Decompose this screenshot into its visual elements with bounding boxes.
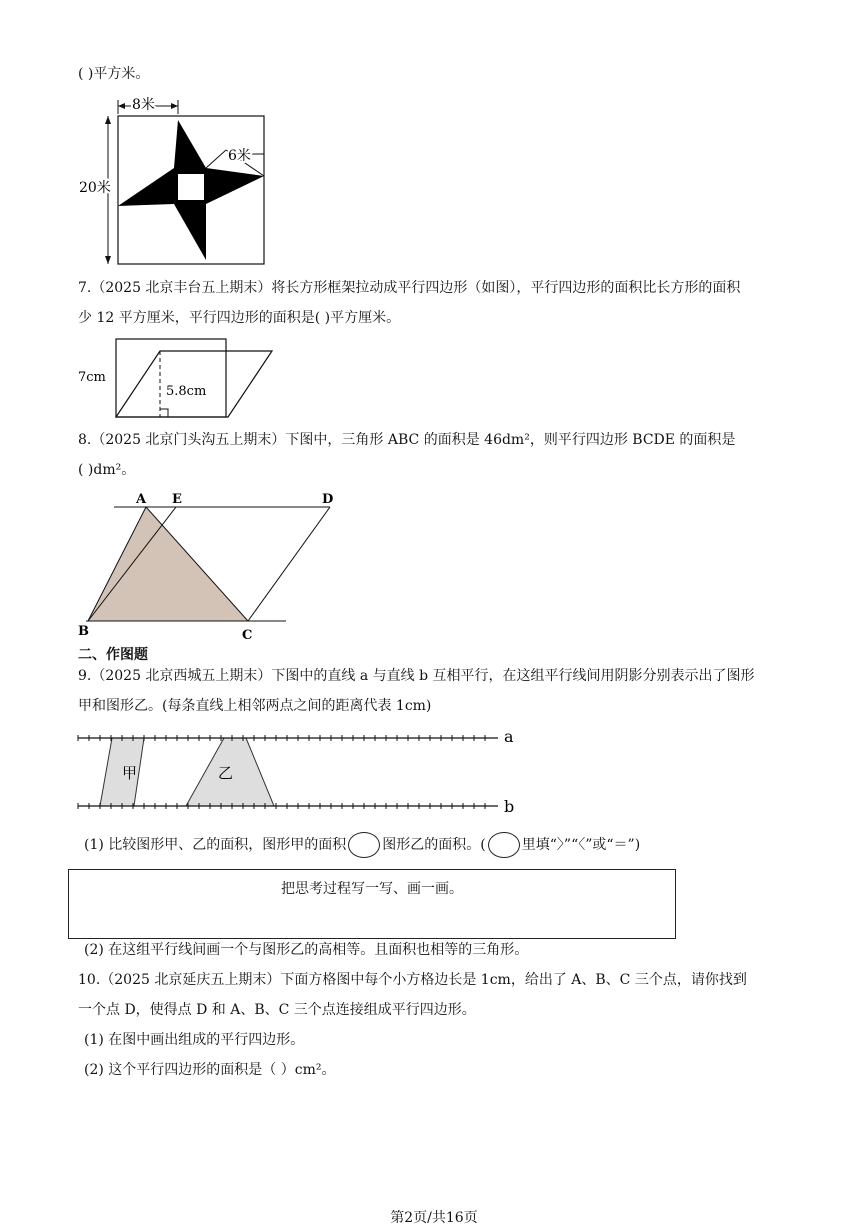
q6-answer-line: ( )平方米。 (78, 66, 150, 82)
q9-sub1-text-c: 里填“〉”“〈”或“＝”) (521, 837, 641, 853)
q9-text-line2: 甲和图形乙。(每条直线上相邻两点之间的距离代表 1cm) (78, 698, 432, 714)
q9-shape-jia-label: 甲 (122, 764, 138, 782)
q9-sub1 (84, 832, 640, 858)
q9-work-box[interactable] (68, 869, 676, 939)
q6-left-dim-label: 20米 (79, 180, 111, 196)
q8-label-d: D (322, 492, 334, 507)
q6-top-dim-label: 8米 (132, 97, 155, 113)
q7-height-label: 7cm (78, 370, 106, 385)
q7-text-line2: 少 12 平方厘米，平行四边形的面积是( )平方厘米。 (78, 310, 401, 326)
q7-parallelogram-figure (70, 335, 290, 425)
q8-text-line1: 8.（2025 北京门头沟五上期末）下图中，三角形 ABC 的面积是 46dm²，则平行四边形 BCDE 的面积是 (78, 432, 736, 448)
q10-text-line2: 一个点 D，使得点 D 和 A、B、C 三个点连接组成平行四边形。 (78, 1002, 476, 1018)
q9-shape-yi-label: 乙 (218, 764, 234, 782)
q10-sub1: (1) 在图中画出组成的平行四边形。 (84, 1032, 305, 1048)
q9-parallel-lines-figure (70, 724, 520, 814)
q9-text-line1: 9.（2025 北京西城五上期末）下图中的直线 a 与直线 b 互相平行，在这组平行线间用阴影分别表示出了图形 (78, 668, 755, 684)
page-footer: 第2页/共16页 (390, 1210, 478, 1226)
q8-label-b: B (78, 624, 89, 639)
section-heading: 二、作图题 (78, 647, 148, 663)
q8-triangle-figure (70, 485, 360, 645)
q8-text-line2: ( )dm²。 (78, 462, 136, 478)
q9-line-a-label: a (504, 727, 514, 746)
q8-label-a: A (136, 492, 147, 507)
q10-text-line1: 10.（2025 北京延庆五上期末）下面方格图中每个小方格边长是 1cm，给出了 A、B、C 三个点，请你找到 (78, 972, 747, 988)
q9-compare-circle[interactable] (348, 832, 380, 858)
q6-star-figure (70, 92, 280, 272)
q10-sub2: (2) 这个平行四边形的面积是（ ）cm²。 (84, 1062, 336, 1078)
q9-line-b-label: b (504, 797, 515, 816)
q9-sub1-text-b: 图形乙的面积。( (382, 837, 486, 853)
q9-work-box-prompt: 把思考过程写一写、画一画。 (281, 881, 463, 897)
q6-right-dim-label: 6米 (228, 148, 251, 164)
q8-label-c: C (242, 628, 253, 643)
q7-inner-label: 5.8cm (166, 384, 207, 399)
q7-text-line1: 7.（2025 北京丰台五上期末）将长方形框架拉动成平行四边形（如图），平行四边形的面积比长方形的面积 (78, 280, 741, 296)
q8-label-e: E (172, 492, 182, 507)
q9-sub2: (2) 在这组平行线间画一个与图形乙的高相等。且面积也相等的三角形。 (84, 942, 529, 958)
q9-sub1-text-a: (1) 比较图形甲、乙的面积，图形甲的面积 (84, 837, 347, 853)
q9-legend-circle (488, 832, 520, 858)
